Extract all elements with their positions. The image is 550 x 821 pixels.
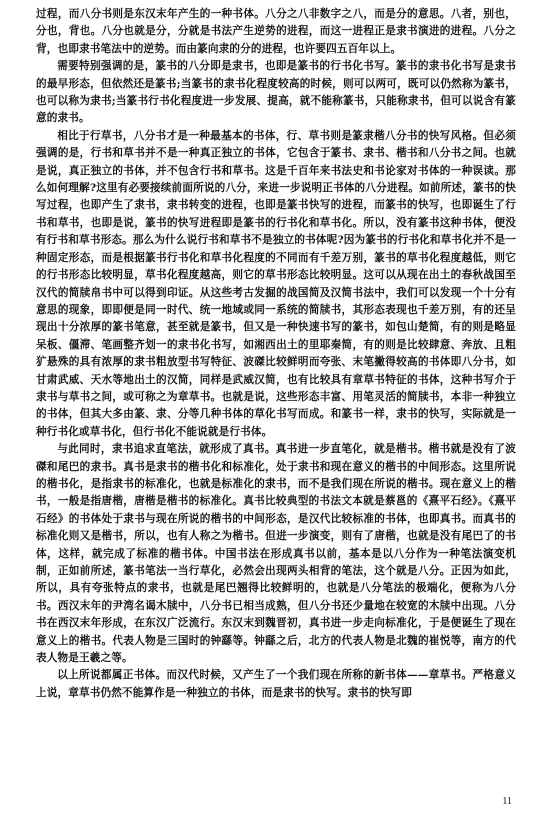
paragraph-5: 以上所说都属正书体。而汉代时候，又产生了一个我们现在所称的新书体——章草书。严格意义上说，章草书仍然不能算作是一种独立的书体，而是隶书的快写。隶书的快写即: [36, 669, 516, 699]
paragraph-3: 相比于行草书，八分书才是一种最基本的书体，行、草书则是篆隶楷八分书的快写风格。但必须强调的是，行书和草书并不是一种真正独立的书体，它包含于篆书、隶书、楷书和八分书之间。也就是说，真正独立的书体，并不包含行书和草书。这是千百年来书法史和书论家对书体的一种误读。那么如何理解?这里有必要接续前面所说的八分，来进一步说明正书体的八分进程。如前所述，篆书的快写过程，也即产生了隶书，隶书转变的进程，也即是篆书快写的进程，而篆书的快写，也即诞生了行书和草书，也即是说，篆书的快写进程即是篆书的行书化和草书化。所以，没有篆书这种书体，便没有行书和草书形态。那么为什么说行书和草书不是独立的书体呢?因为篆书的行书化和草书化并不是一种固定形态，而是根据篆书行书化和草书化程度的不同而有千差万别，篆书的草书化程度越低，则它的行书形态比较明显，草书化程度越高，则它的草书形态比较明显。这可以从现在出土的春秋战国至汉代的简牍帛书中可以得到印证。从这些考古发掘的战国简及汉简书法中，我们可以发现一个十分有意思的现象，即即便是同一时代、统一地域或同一系统的简牍书，其形态表现也千差万别，有的还呈现出十分浓厚的篆书笔意，甚至就是篆书，但又是一种快速书写的篆书，如包山楚简，有的则是略显呆板、僵滞、笔画整齐划一的隶书化书写，如湘西出土的里耶秦简，有的则是比较肆意、奔放、且粗犷悬殊的具有浓厚的隶书粗放型书写特征、波磔比较鲜明而夸张、末笔撇得较高的书体即八分书，如甘肃武威、天水等地出土的汉简，同样是武威汉简，也有比较具有章草书特征的书体，这种书写介于隶书与草书之间，或可称之为章草书。也就是说，这些形态丰富、用笔灵活的简牍书，本非一种独立的书体，但其大多由篆、隶、分等几种书体的草化书写而成。和篆书一样，隶书的快写，实际就是一种行书化或草书化，但行书化不能说就是行书体。: [36, 129, 516, 438]
document-page: [36, 6, 516, 796]
paragraph-2: 需要特别强调的是，篆书的八分即是隶书，也即是篆书的行书化书写。篆书的隶书化书写是隶书的最早形态，但依然还是篆书;当篆书的隶书化程度较高的时候，则可以两可，既可以仍然称为篆书，也可以称为隶书;当篆书行书化程度进一步发展、提高，就不能称篆书，只能称隶书，但可以说含有篆意的隶书。: [36, 60, 516, 125]
paragraph-4: 与此同时，隶书追求直笔法，就形成了真书。真书进一步直笔化，就是楷书。楷书就是没有了波磔和尾巴的隶书。真书是隶书的楷书化和标准化，处于隶书和现在意义的楷书的中间形态。这里所说的楷书化，是指隶书的标准化，也就是标准化的隶书，而不是我们现在所说的楷书。现在意义上的楷书，一般是指唐楷，唐楷是楷书的标准化。真书比较典型的书法文本就是蔡邕的《熹平石经》。《熹平石经》的书体处于隶书与现在所说的楷书的中间形态，是汉代比较标准的书体，也即真书。而真书的标准化则又是楷书，所以，也有人称之为楷书。但进一步演变，则有了唐楷，也就是没有尾巴了的书体，这样，就完成了标准的楷书体。中国书法在形成真书以前，基本是以八分作为一种笔法演变机制，正如前所述，篆书笔法一当行草化，必然会出现两头相背的笔法，这个就是八分。正因为如此，所以，具有夸张特点的隶书，也就是尾巴翘得比较鲜明的，也就是八分笔法的极端化，便称为八分书。西汉末年的尹湾名谒木牍中，八分书已相当成熟，但八分书还少量地在较宽的木牍中出现。八分书在西汉末年形成，在东汉广泛流行。东汉末到魏晋初，真书进一步走向标准化，于是便诞生了现在意义上的楷书。代表人物是三国时的钟繇等。钟繇之后，北方的代表人物是北魏的崔悦等，南方的代表人物是王羲之等。: [36, 443, 516, 665]
page-number: 11: [502, 796, 512, 807]
paragraph-1: 过程，而八分书则是东汉末年产生的一种书体。八分之八非数字之八，而是分的意思。八者，别也，分也，背也。八分也就是分，分就是书法产生逆势的进程，而这一进程正是隶书演进的进程。八分之背，也即隶书笔法中的逆势。而由篆向隶的分的进程，也许要四五百年以上。: [36, 8, 516, 55]
